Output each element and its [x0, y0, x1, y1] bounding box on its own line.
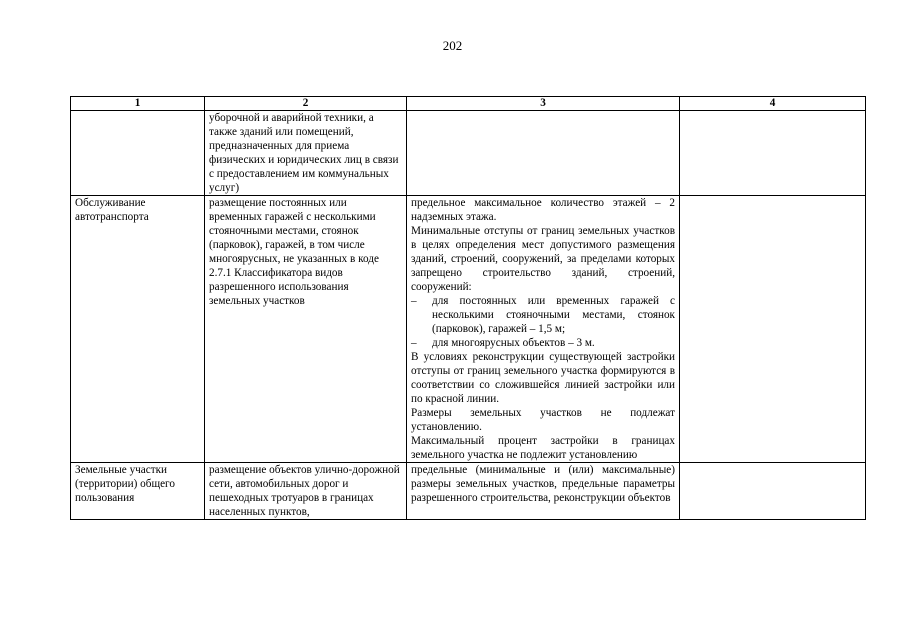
table-header-row	[71, 97, 866, 111]
cell-parameters	[407, 463, 680, 520]
cell-notes	[680, 463, 866, 520]
parameter-paragraph: предельные (минимальные и (или) максимальные) размеры земельных участков, предельные параметры разрешенного строительства, реконструкции объектов	[411, 464, 675, 504]
parameter-paragraph: В условиях реконструкции существующей застройки отступы от границ земельного участка формируются в соответствии со сложившейся линией застройки или по красной линии.	[411, 351, 675, 405]
cell-notes	[680, 111, 866, 196]
cell-parameters	[407, 196, 680, 463]
regulations-table	[70, 96, 866, 520]
cell-parameters	[407, 111, 680, 196]
table-row	[71, 111, 866, 196]
cell-notes	[680, 196, 866, 463]
cell-description: размещение объектов улично-дорожной сети, автомобильных дорог и пешеходных тротуаров в границах населенных пунктов,	[205, 463, 407, 520]
column-header-3: 3	[407, 97, 680, 111]
column-header-4: 4	[680, 97, 866, 111]
dash-item-text: для многоярусных объектов – 3 м.	[432, 337, 595, 349]
dash-list-item	[411, 336, 675, 350]
dash-item-text: для постоянных или временных гаражей с несколькими стояночными местами, стоянок (парковок), гаражей – 1,5 м;	[432, 295, 675, 335]
dash-marker: –	[411, 337, 417, 349]
parameter-paragraph: Размеры земельных участков не подлежат установлению.	[411, 407, 675, 433]
cell-use-type: Обслуживание автотранспорта	[71, 196, 205, 463]
cell-use-type	[71, 111, 205, 196]
column-header-1: 1	[71, 97, 205, 111]
cell-description: размещение постоянных или временных гаражей с несколькими стояночными местами, стоянок (парковок), гаражей, в том числе многоярусных, не указанных в коде 2.7.1 Классификатора видов разрешенного использования земельных участков	[205, 196, 407, 463]
parameter-paragraph: Максимальный процент застройки в границах земельного участка не подлежит установлению	[411, 435, 675, 461]
cell-description: уборочной и аварийной техники, а также зданий или помещений, предназначенных для приема физических и юридических лиц в связи с предоставлением им коммунальных услуг)	[205, 111, 407, 196]
parameter-paragraph: Минимальные отступы от границ земельных участков в целях определения мест допустимого размещения зданий, строений, сооружений, за пределами которых запрещено строительство зданий, строений, сооружений:	[411, 225, 675, 293]
column-header-2: 2	[205, 97, 407, 111]
dash-marker: –	[411, 295, 417, 307]
dash-list-item	[411, 294, 675, 336]
page-number: 202	[442, 38, 463, 53]
table-row	[71, 196, 866, 463]
table-row	[71, 463, 866, 520]
parameter-paragraph: предельное максимальное количество этажей – 2 надземных этажа.	[411, 197, 675, 223]
cell-use-type: Земельные участки (территории) общего пользования	[71, 463, 205, 520]
